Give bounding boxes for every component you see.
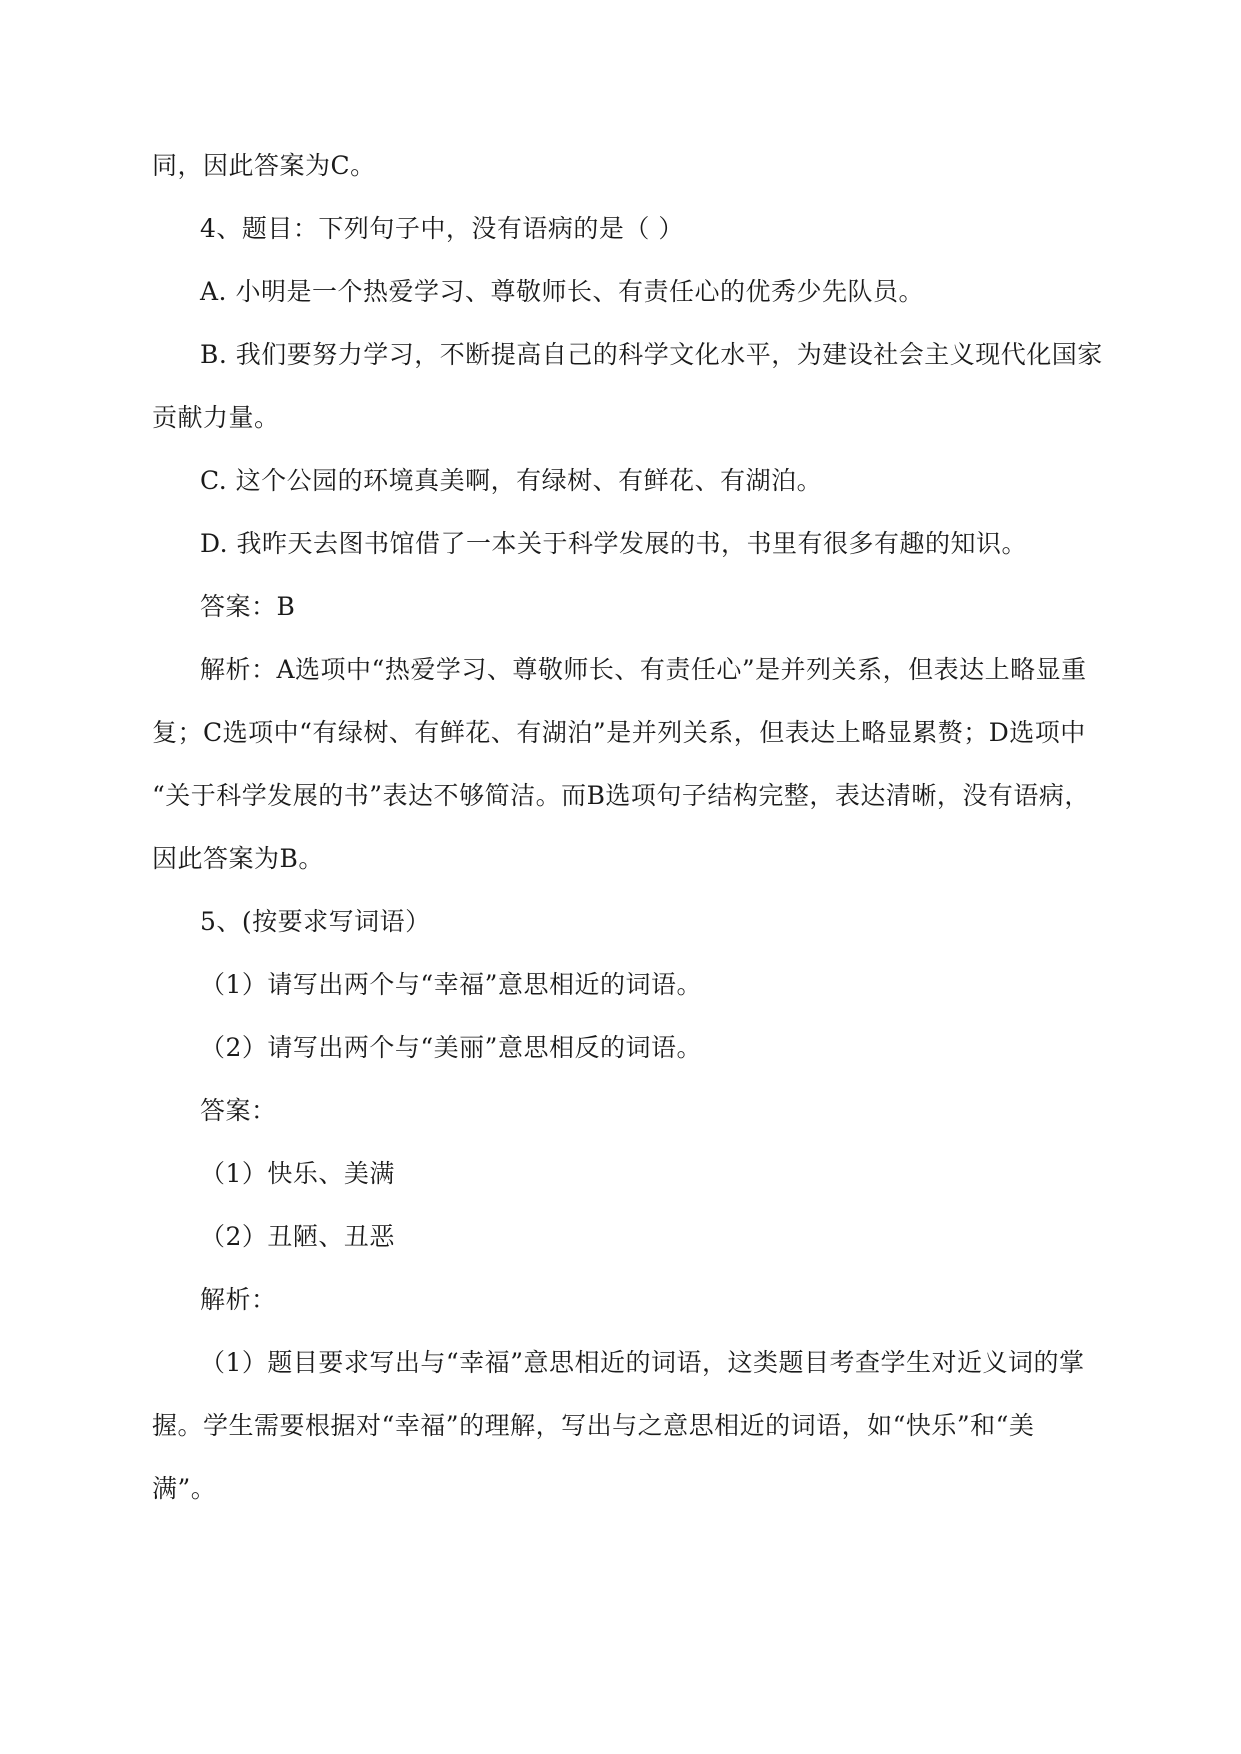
answer-line: 答案：B [200, 592, 296, 621]
question-5-title: 5、(按要求写词语） [200, 907, 431, 936]
option-d: D. 我昨天去图书馆借了一本关于科学发展的书，书里有很多有趣的知识。 [200, 529, 1028, 558]
analysis-continued: 复；C选项中“有绿树、有鲜花、有湖泊”是并列关系，但表达上略显累赘；D选项中 [152, 718, 1086, 747]
text-line: 同，因此答案为C。 [152, 151, 376, 180]
answer-part-1: （1）快乐、美满 [200, 1159, 395, 1188]
option-c: C. 这个公园的环境真美啊，有绿树、有鲜花、有湖泊。 [200, 466, 823, 495]
question-5-part-2: （2）请写出两个与“美丽”意思相反的词语。 [200, 1033, 702, 1062]
option-a: A. 小明是一个热爱学习、尊敬师长、有责任心的优秀少先队员。 [200, 277, 924, 306]
answer-heading: 答案： [200, 1096, 277, 1125]
analysis-part-1: （1）题目要求写出与“幸福”意思相近的词语，这类题目考查学生对近义词的掌 [200, 1348, 1085, 1377]
question-4-title: 4、题目：下列句子中，没有语病的是（ ） [200, 214, 684, 243]
analysis-heading: 解析： [200, 1285, 277, 1314]
analysis-part-1-continued: 满”。 [152, 1474, 217, 1503]
analysis-line: 解析：A选项中“热爱学习、尊敬师长、有责任心”是并列关系，但表达上略显重 [200, 655, 1087, 684]
analysis-continued: “关于科学发展的书”表达不够简洁。而B选项句子结构完整，表达清晰，没有语病， [152, 781, 1090, 810]
answer-part-2: （2）丑陋、丑恶 [200, 1222, 395, 1251]
option-b-continued: 贡献力量。 [152, 403, 280, 432]
option-b: B. 我们要努力学习，不断提高自己的科学文化水平，为建设社会主义现代化国家 [200, 340, 1103, 369]
question-5-part-1: （1）请写出两个与“幸福”意思相近的词语。 [200, 970, 702, 999]
analysis-continued: 因此答案为B。 [152, 844, 324, 873]
analysis-part-1-continued: 握。学生需要根据对“幸福”的理解，写出与之意思相近的词语，如“快乐”和“美 [152, 1411, 1035, 1440]
